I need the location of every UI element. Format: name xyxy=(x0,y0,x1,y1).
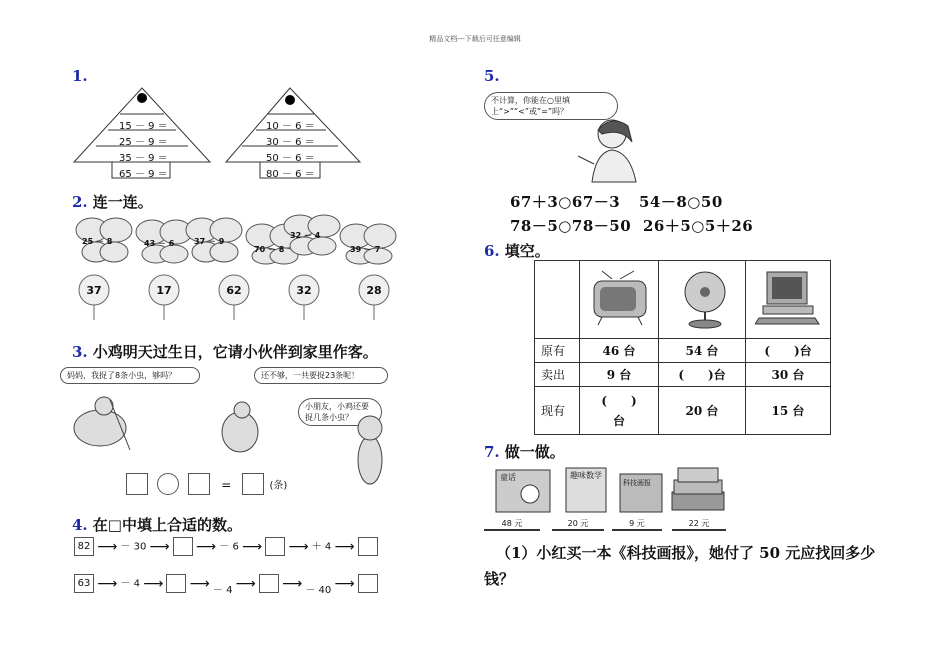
row2-start: 63 xyxy=(74,574,94,593)
row1-box-3[interactable] xyxy=(358,537,378,556)
q5-line-1b: 54－8○50 xyxy=(639,193,723,211)
q5-bubble: 不计算，你能在○里填上“>”“<”或“=”吗？ xyxy=(484,92,618,120)
eq-box-1[interactable] xyxy=(126,473,148,495)
q6-title: 填空。 xyxy=(504,242,550,260)
row1-op-3: ＋ 4 xyxy=(311,541,332,553)
cell: 20 台 xyxy=(659,387,746,435)
pyr-right-2: 30 － 6 ＝ xyxy=(266,137,315,148)
q7-books xyxy=(492,464,732,516)
flower-shapes xyxy=(78,272,398,322)
q7-title: 做一做。 xyxy=(504,443,565,461)
q1-number: 1. xyxy=(72,67,88,85)
arrow-icon: ⟶ xyxy=(282,575,303,592)
price-tag-3: 9 元 xyxy=(612,518,662,531)
row2-box-1[interactable] xyxy=(166,574,186,593)
computer-icon xyxy=(755,268,821,328)
cell: 46 台 xyxy=(580,339,659,363)
butterfly-3[interactable]: 37 － 9 xyxy=(194,237,225,246)
butterfly-1[interactable]: 25 － 8 xyxy=(82,237,113,246)
arrow-icon: ⟶ xyxy=(143,575,164,592)
eq-box-2[interactable] xyxy=(188,473,210,495)
arrow-icon: ⟶ xyxy=(97,538,118,555)
q2-number: 2. xyxy=(72,193,88,211)
tv-cell xyxy=(580,261,659,339)
arrow-icon: ⟶ xyxy=(334,538,355,555)
fan-icon xyxy=(671,266,733,330)
book-title-2: 趣味数学 xyxy=(570,471,602,480)
pyr-left-3: 35 － 9 ＝ xyxy=(119,153,168,164)
cell: 30 台 xyxy=(746,363,831,387)
arrow-icon: ⟶ xyxy=(242,538,263,555)
row-label-sold: 卖出 xyxy=(535,363,580,387)
table-row xyxy=(535,261,831,339)
row2-box-3[interactable] xyxy=(358,574,378,593)
row2-op-1: － 4 xyxy=(120,578,140,590)
eq-unit: (条) xyxy=(269,480,288,492)
q5-line-1a: 67＋3○67－3 xyxy=(510,193,621,211)
butterfly-shapes xyxy=(74,214,404,266)
cell-blank[interactable]: ( )台 xyxy=(659,363,746,387)
computer-cell xyxy=(746,261,831,339)
q3-number: 3. xyxy=(72,343,88,361)
chick-head xyxy=(95,397,113,415)
chick-body xyxy=(74,410,126,446)
tv-icon xyxy=(588,269,650,327)
table-corner xyxy=(535,261,580,339)
price-tag-4: 22 元 xyxy=(672,518,726,531)
cell-blank[interactable]: ( ) 台 xyxy=(580,387,659,435)
row2-op-3: － 40 xyxy=(305,584,332,596)
table-row xyxy=(535,363,831,387)
eq-equals: = xyxy=(221,477,232,492)
butterfly-2[interactable]: 43 － 6 xyxy=(144,239,175,248)
pyr-left-4: 65 － 9 ＝ xyxy=(119,169,168,180)
flowers-row xyxy=(78,272,398,322)
row2-box-2[interactable] xyxy=(259,574,279,593)
flower-5[interactable]: 28 xyxy=(366,284,382,297)
q5-girl xyxy=(572,112,648,186)
row2-op-2: － 4 xyxy=(212,584,233,596)
q6-heading xyxy=(484,240,550,261)
arrow-icon: ⟶ xyxy=(235,575,256,592)
pyr-left-2: 25 － 9 ＝ xyxy=(119,137,168,148)
flower-1[interactable]: 37 xyxy=(86,284,102,297)
arrow-icon: ⟶ xyxy=(189,575,210,592)
eq-box-result[interactable] xyxy=(242,473,264,495)
butterfly-4[interactable]: 70 － 8 xyxy=(254,245,285,254)
dog-head xyxy=(358,416,382,440)
row-label-now: 现有 xyxy=(535,387,580,435)
price-tag-1: 48 元 xyxy=(484,518,540,531)
cell: 15 台 xyxy=(746,387,831,435)
q7-sub1: （1）小红买一本《科技画报》，她付了 50 元应找回多少钱？ xyxy=(484,544,876,588)
arrow-icon: ⟶ xyxy=(288,538,309,555)
pyramid-left-dot xyxy=(137,93,147,103)
flower-2[interactable]: 17 xyxy=(156,284,172,297)
book-stack xyxy=(672,492,724,510)
q6-number: 6. xyxy=(484,242,500,260)
pyr-left-1: 15 － 9 ＝ xyxy=(119,121,168,132)
flower-4[interactable]: 32 xyxy=(296,284,312,297)
table-row xyxy=(535,387,831,435)
q2-title: 连一连。 xyxy=(92,193,153,211)
bubble-hen: 还不够，一共要捉23条呢！ xyxy=(254,367,388,384)
table-row xyxy=(535,339,831,363)
row1-op-2: － 6 xyxy=(219,541,239,553)
q4-row-1 xyxy=(74,537,378,556)
q5-number: 5. xyxy=(484,67,500,85)
q5-line-2a: 78－5○78－50 xyxy=(510,217,632,235)
cell: 54 台 xyxy=(659,339,746,363)
q4-heading xyxy=(72,514,242,535)
pyr-right-1: 10 － 6 ＝ xyxy=(266,121,315,132)
arrow-icon: ⟶ xyxy=(196,538,217,555)
fan-cell xyxy=(659,261,746,339)
q6-table xyxy=(534,260,831,435)
flower-3[interactable]: 62 xyxy=(226,284,242,297)
q4-row-2 xyxy=(74,574,378,596)
pyr-right-3: 50 － 6 ＝ xyxy=(266,153,315,164)
butterflies-row xyxy=(74,214,404,266)
q5-line-2b: 26＋5○5＋26 xyxy=(643,217,754,235)
price-tag-2: 20 元 xyxy=(552,518,604,531)
bubble-chick: 妈妈，我捉了8条小虫，够吗？ xyxy=(60,367,200,384)
q7-heading xyxy=(484,441,565,462)
bubble-dog: 小朋友，小鸡还要捉几条小虫？ xyxy=(298,398,382,426)
eq-operator-circle[interactable] xyxy=(157,473,179,495)
arrow-icon: ⟶ xyxy=(149,538,170,555)
q4-title: 在□中填上合适的数。 xyxy=(92,516,242,534)
hen-head xyxy=(234,402,250,418)
butterfly-5[interactable]: 32 － 4 xyxy=(290,231,321,240)
pyramid-right-dot xyxy=(285,95,295,105)
book-title-1: 童话 xyxy=(500,473,516,482)
q3-title: 小鸡明天过生日，它请小伙伴到家里作客。 xyxy=(92,343,378,361)
arrow-icon: ⟶ xyxy=(97,575,118,592)
q3-equation xyxy=(126,473,287,495)
book-title-3: 科技画报 xyxy=(623,479,651,487)
pyr-right-4: 80 － 6 ＝ xyxy=(266,169,315,180)
dog-body xyxy=(358,436,382,484)
row1-start: 82 xyxy=(74,537,94,556)
row1-op-1: － 30 xyxy=(120,541,147,553)
row1-box-2[interactable] xyxy=(265,537,285,556)
butterfly-6[interactable]: 39 － 7 xyxy=(350,245,381,254)
row1-box-1[interactable] xyxy=(173,537,193,556)
q2-heading xyxy=(72,191,153,212)
q7-number: 7. xyxy=(484,443,500,461)
row-label-original: 原有 xyxy=(535,339,580,363)
cell-blank[interactable]: ( )台 xyxy=(746,339,831,363)
q4-number: 4. xyxy=(72,516,88,534)
cell: 9 台 xyxy=(580,363,659,387)
q3-heading xyxy=(72,341,378,362)
arrow-icon: ⟶ xyxy=(334,575,355,592)
page-header: 精品文档---下载后可任意编辑 xyxy=(429,35,521,43)
